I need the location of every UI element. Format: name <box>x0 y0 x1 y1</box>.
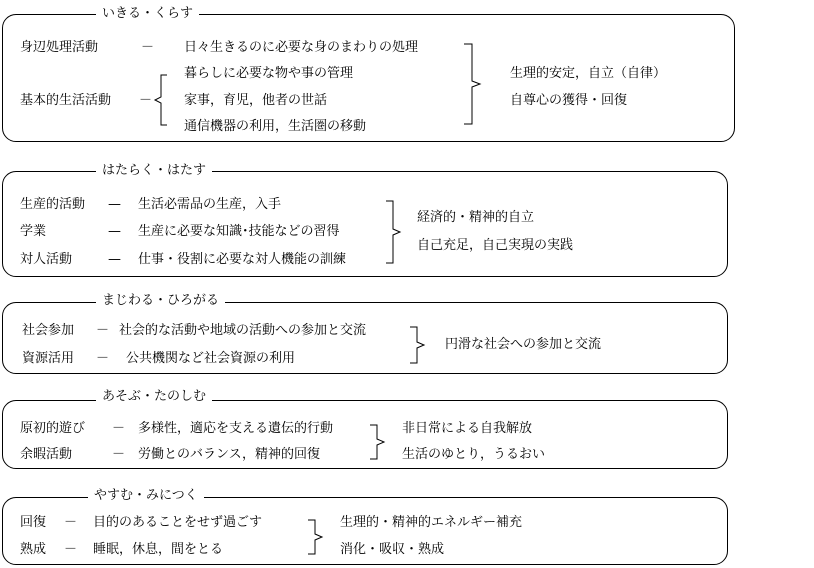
activity-description: 労働とのバランス，精神的回復 <box>138 447 321 462</box>
activity-label: 余暇活動 <box>20 447 73 462</box>
activity-dash: － <box>141 40 155 55</box>
activity-description: 睡眠，休息，間をとる <box>93 542 224 557</box>
outcome-text: 生理的・精神的エネルギー補充 <box>340 515 523 530</box>
activity-subitem: 通信機器の利用，生活圏の移動 <box>184 119 367 134</box>
activity-subitem: 家事，育児，他者の世話 <box>184 93 328 108</box>
outcome-text: 自己充足，自己実現の実践 <box>417 238 574 253</box>
outcome-text: 経済的・精神的自立 <box>417 210 535 225</box>
activity-description: 目的のあることをせず過ごす <box>93 515 263 530</box>
outcome-text: 生活のゆとり，うるおい <box>402 447 546 462</box>
section-title-ikiru-kurasu: いきる・くらす <box>96 6 199 22</box>
activity-label: 資源活用 <box>22 351 75 366</box>
outcome-text: 円滑な社会への参加と交流 <box>445 337 602 352</box>
activity-label: 原初的遊び <box>20 421 86 436</box>
activity-dash: － <box>64 515 78 530</box>
activity-dash: － <box>96 323 110 338</box>
right-brace <box>385 200 401 264</box>
activity-label: 対人活動 <box>20 252 73 267</box>
section-title-yasumu-minitsuku: やすむ・みにつく <box>88 488 204 504</box>
right-brace <box>369 424 385 460</box>
activity-description: 生産に必要な知識･技能などの習得 <box>138 224 340 239</box>
activity-description: 公共機関など社会資源の利用 <box>126 351 296 366</box>
section-title-majiwaru-hirogaru: まじわる・ひろがる <box>96 293 225 309</box>
activity-dash: － <box>112 447 126 462</box>
activity-label: 身辺処理活動 <box>20 40 99 55</box>
activity-label: 回復 <box>20 515 47 530</box>
activity-description: 生活必需品の生産，入手 <box>138 197 282 212</box>
activity-dash: － <box>96 351 110 366</box>
section-asobu-tanoshimu <box>2 400 728 469</box>
activity-dash: — <box>108 197 121 212</box>
right-brace <box>307 519 323 555</box>
activity-description: 仕事・役割に必要な対人機能の訓練 <box>138 252 347 267</box>
section-title-asobu-tanoshimu: あそぶ・たのしむ <box>96 389 212 405</box>
activity-dash: － <box>112 421 126 436</box>
activity-dash: — <box>108 224 121 239</box>
right-brace <box>463 43 481 125</box>
activity-label: 基本的生活活動 <box>20 93 112 108</box>
outcome-text: 自尊心の獲得・回復 <box>510 93 628 108</box>
section-title-hataraku-hatasu: はたらく・はたす <box>96 163 212 179</box>
activity-description: 多様性，適応を支える遺伝的行動 <box>138 421 334 436</box>
left-brace <box>154 74 168 126</box>
activity-description: 日々生きるのに必要な身のまわりの処理 <box>184 40 419 55</box>
outcome-text: 生理的安定，自立（自律） <box>510 66 667 81</box>
outcome-text: 消化・吸収・熟成 <box>340 542 445 557</box>
activity-label: 学業 <box>20 224 47 239</box>
activity-label: 生産的活動 <box>20 197 86 212</box>
activity-dash: — <box>108 252 121 267</box>
right-brace <box>409 326 425 364</box>
outcome-text: 非日常による自我解放 <box>402 421 533 436</box>
activity-dash: － <box>64 542 78 557</box>
activity-description: 社会的な活動や地域の活動への参加と交流 <box>119 323 367 338</box>
activity-label: 熟成 <box>20 542 47 557</box>
activity-subitem: 暮らしに必要な物や事の管理 <box>184 66 354 81</box>
activity-label: 社会参加 <box>22 323 75 338</box>
activity-dash: － <box>139 93 153 108</box>
